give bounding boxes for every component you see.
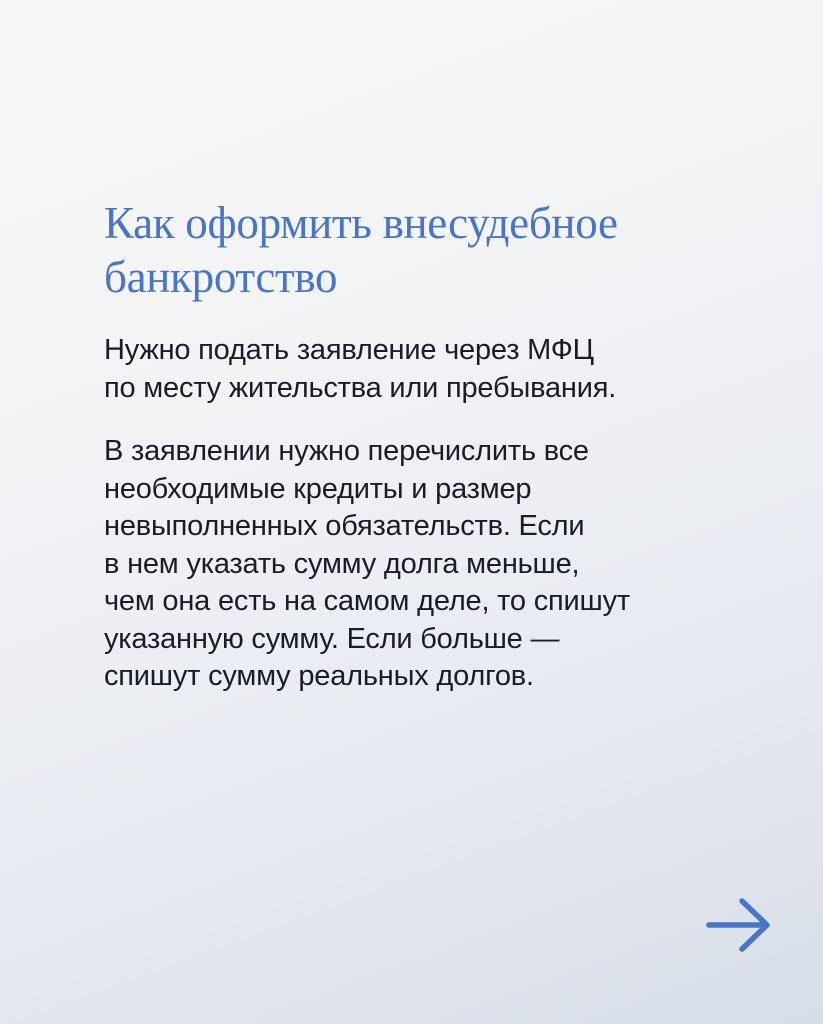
text-line: невыполненных обязательств. Если: [104, 510, 585, 542]
title-line: Как оформить внесудебное: [104, 198, 618, 248]
text-line: В заявлении нужно перечислить все: [104, 435, 589, 467]
paragraph-application: [104, 332, 764, 407]
text-line: Нужно подать заявление через МФЦ: [104, 334, 594, 366]
text-line: указанную сумму. Если больше —: [104, 622, 560, 655]
paragraph-debts: [104, 433, 764, 696]
title-line: банкротство: [104, 252, 338, 302]
text-line: чем она есть на самом деле, то спишут: [104, 585, 630, 617]
text-line: в нем указать сумму долга меньше,: [104, 547, 580, 580]
text-line: спишут сумму реальных долгов.: [104, 660, 534, 692]
text-line: по месту жительства или пребывания.: [104, 371, 617, 404]
text-line: необходимые кредиты и размер: [104, 472, 532, 505]
slide-content: [104, 196, 764, 696]
slide-title: [104, 196, 764, 304]
arrow-right-icon[interactable]: [706, 896, 772, 954]
